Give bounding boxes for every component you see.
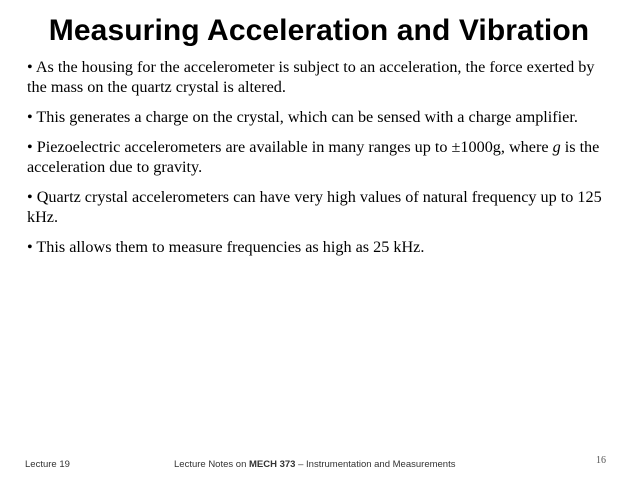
bullet-item: • This allows them to measure frequencies as high as 25 kHz. — [27, 238, 425, 256]
footer-course-code: MECH 373 — [249, 459, 296, 470]
bullet-list — [27, 57, 617, 267]
slide-footer — [0, 455, 638, 472]
bullet-item — [27, 137, 617, 177]
footer-notes-prefix: Lecture Notes on — [174, 459, 249, 470]
bullet-text-italic: g — [552, 138, 561, 156]
bullet-text-prefix: • Piezoelectric accelerometers are available in many ranges up to ±1000g, where — [27, 138, 553, 156]
bullet-item: • This generates a charge on the crystal, which can be sensed with a charge amplifier. — [27, 108, 578, 126]
footer-lecture-label: Lecture 19 — [25, 459, 70, 470]
page-number: 16 — [596, 455, 606, 466]
bullet-item: • Quartz crystal accelerometers can have very high values of natural frequency up to 125 kHz. — [27, 188, 602, 226]
slide-title: Measuring Acceleration and Vibration — [48, 14, 590, 47]
footer-course-notes — [174, 458, 455, 472]
bullet-text-suffix: is the acceleration due to gravity. — [27, 138, 600, 176]
bullet-item: • As the housing for the accelerometer is subject to an acceleration, the force exerted by the mass on the quartz crystal is altered. — [27, 58, 595, 96]
footer-notes-suffix: – Instrumentation and Measurements — [295, 459, 456, 470]
